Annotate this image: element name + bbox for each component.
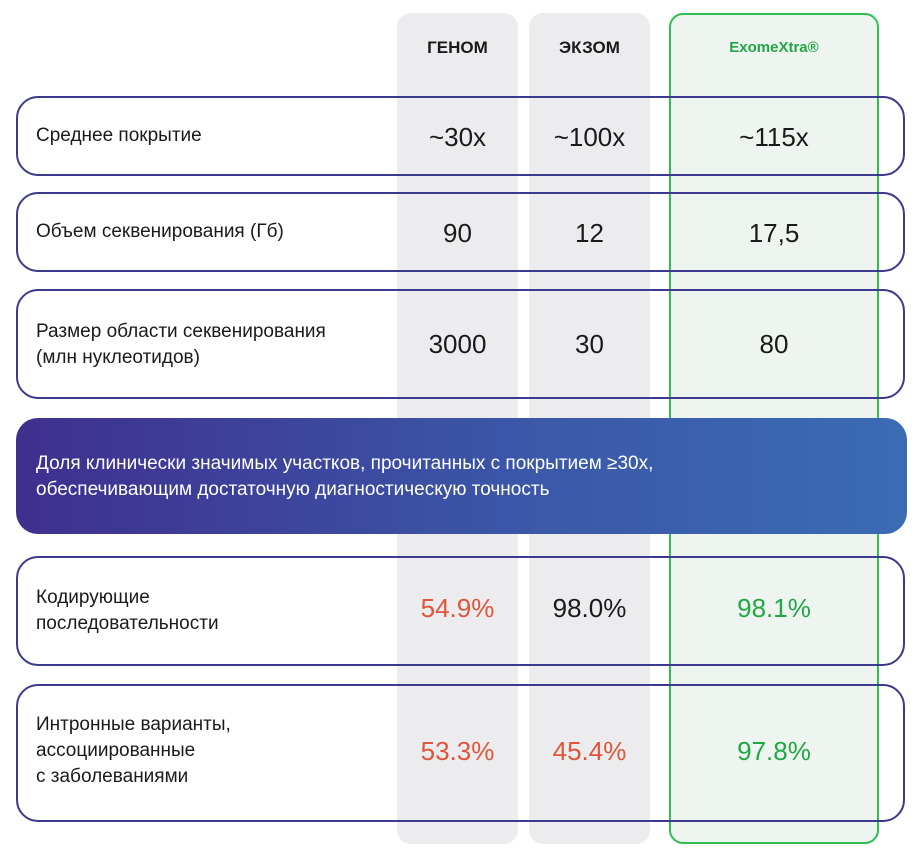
row-label: Объем секвенирования (Гб)	[36, 221, 284, 242]
value-exomextra: 97.8%	[737, 736, 811, 766]
value-genome: 90	[443, 218, 472, 248]
value-exomextra: 98.1%	[737, 593, 811, 623]
value-exome: 98.0%	[552, 593, 627, 623]
value-exome: 30	[575, 329, 604, 359]
value-genome: 3000	[428, 329, 487, 359]
value-exome: 12	[575, 218, 604, 248]
banner-text	[36, 451, 876, 503]
value-genome: 53.3%	[420, 736, 495, 766]
value-exomextra: ~115x	[739, 122, 809, 152]
value-exomextra: 80	[759, 329, 789, 359]
row-label-line: Размер области секвенирования	[36, 321, 326, 342]
column-header-exomextra: ExomeXtra®	[729, 39, 819, 56]
row-label	[36, 712, 386, 790]
value-genome: ~30x	[428, 122, 487, 152]
row-label: Среднее покрытие	[36, 125, 202, 146]
value-exome: 45.4%	[552, 736, 627, 766]
row-label-line: Интронные варианты,	[36, 714, 231, 735]
column-header-genome: ГЕНОМ	[427, 38, 488, 57]
column-header-exome: ЭКЗОМ	[559, 38, 620, 57]
row-label-line: с заболеваниями	[36, 766, 189, 787]
row-label-line: Кодирующие	[36, 587, 150, 608]
value-genome: 54.9%	[420, 593, 495, 623]
row-label	[36, 319, 386, 371]
banner-line: обеспечивающим достаточную диагностическую точность	[36, 479, 550, 500]
row-label	[36, 585, 386, 637]
row-label-line: ассоциированные	[36, 740, 196, 761]
value-exome: ~100x	[553, 122, 626, 152]
value-exomextra: 17,5	[748, 218, 800, 248]
banner-line: Доля клинически значимых участков, прочитанных с покрытием ≥30x,	[36, 453, 654, 474]
row-label-line: последовательности	[36, 613, 219, 634]
row-label-line: (млн нуклеотидов)	[36, 347, 200, 368]
